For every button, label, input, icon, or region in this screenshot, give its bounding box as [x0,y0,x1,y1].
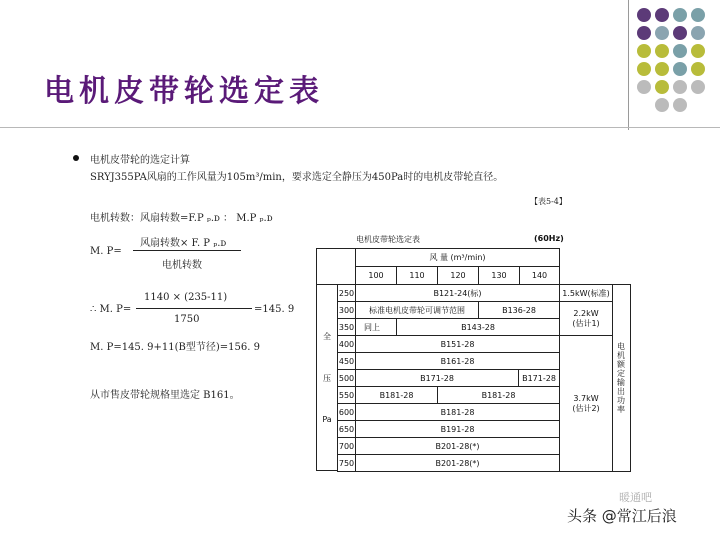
flow-col: 140 [519,266,560,285]
pressure-label-column [316,284,338,471]
pulley-cell: B171-28 [518,369,560,387]
pressure-value: 650 [337,420,356,438]
pulley-cell: B181-28 [355,403,560,421]
pulley-cell: B151-28 [355,335,560,353]
flow-col: 120 [437,266,479,285]
pressure-value: 750 [337,454,356,472]
table-reference: 【表5-4】 [530,197,567,206]
decorative-dot-grid [637,8,715,118]
header-divider-horizontal [0,127,720,128]
pressure-label-char: 全 [323,331,331,341]
pressure-value: 300 [337,301,356,319]
pressure-label-char: 压 [323,373,331,383]
flow-col: 130 [478,266,520,285]
table-corner [316,248,356,284]
pulley-cell: B191-28 [355,420,560,438]
flow-col: 100 [355,266,397,285]
power-note: (估计2) [572,403,600,413]
pulley-cell: B121-24(标) [355,284,560,302]
bullet-dot [73,155,79,161]
pulley-cell: B171-28 [355,369,519,387]
pulley-cell: B181-28 [355,386,438,404]
pressure-label-char: Pa [322,415,332,425]
calc-label: ∴ M. P= [90,304,132,315]
mp-numerator: 风扇转数× F. P ₚ.ᴅ [140,238,227,249]
pressure-value: 550 [337,386,356,404]
header-filler [559,266,631,285]
pressure-value: 350 [337,318,356,336]
pressure-value: 500 [337,369,356,387]
conclusion: 从市售皮带轮规格里选定 B161。 [90,390,240,401]
flow-col: 110 [396,266,438,285]
problem-statement: SRYJ355PA风扇的工作风量为105m³/min，要求选定全静压为450Pa时的电机皮带轮直径。 [90,172,504,183]
power-value: 3.7kW [573,393,599,403]
pulley-cell: 标准电机皮带轮可调节范围 [355,301,479,319]
pressure-value: 600 [337,403,356,421]
mp-denominator: 电机转数 [162,260,202,271]
header-divider-vertical [628,0,629,130]
power-side-label-cell [612,284,631,472]
power-cell: 1.5kW(标准) [559,284,613,302]
power-cell [559,301,613,336]
faint-watermark: 暖通吧 [619,491,652,504]
section-heading: 电机皮带轮的选定计算 [90,155,190,166]
pulley-cell: B201-28(*) [355,454,560,472]
calc-result: =145. 9 [254,304,295,315]
fraction-bar [136,308,252,309]
pulley-cell: B181-28 [437,386,560,404]
pulley-cell: B161-28 [355,352,560,370]
pressure-value: 700 [337,437,356,455]
source-watermark: 头条 @常江后浪 [567,507,677,525]
pressure-value: 400 [337,335,356,353]
pulley-cell: B143-28 [396,318,560,336]
calc-denominator: 1750 [174,314,200,325]
pulley-cell: B201-28(*) [355,437,560,455]
power-value: 2.2kW [573,308,599,318]
flow-header: 风 量 (m³/min) [355,248,560,267]
fraction-bar [133,250,241,251]
table-unit: (60Hz) [534,234,564,243]
final-mp: M. P=145. 9+11(B型节径)=156. 9 [90,342,260,353]
power-side-label: 电机额定输出功率 [616,342,626,414]
calc-numerator: 1140 × (235-11) [144,292,228,303]
pressure-value: 450 [337,352,356,370]
power-note: (估计1) [572,318,600,328]
pulley-cell: B136-28 [478,301,560,319]
table-title: 电机皮带轮选定表 [356,235,420,244]
pressure-value: 250 [337,284,356,302]
power-cell [559,335,613,472]
pulley-cell: 同上 [355,318,397,336]
slide-title: 电机皮带轮选定表 [44,74,324,109]
formula-ratio: 电机转数：风扇转数=F.P ₚ.ᴅ ： M.P ₚ.ᴅ [90,213,273,224]
mp-label: M. P= [90,246,122,257]
